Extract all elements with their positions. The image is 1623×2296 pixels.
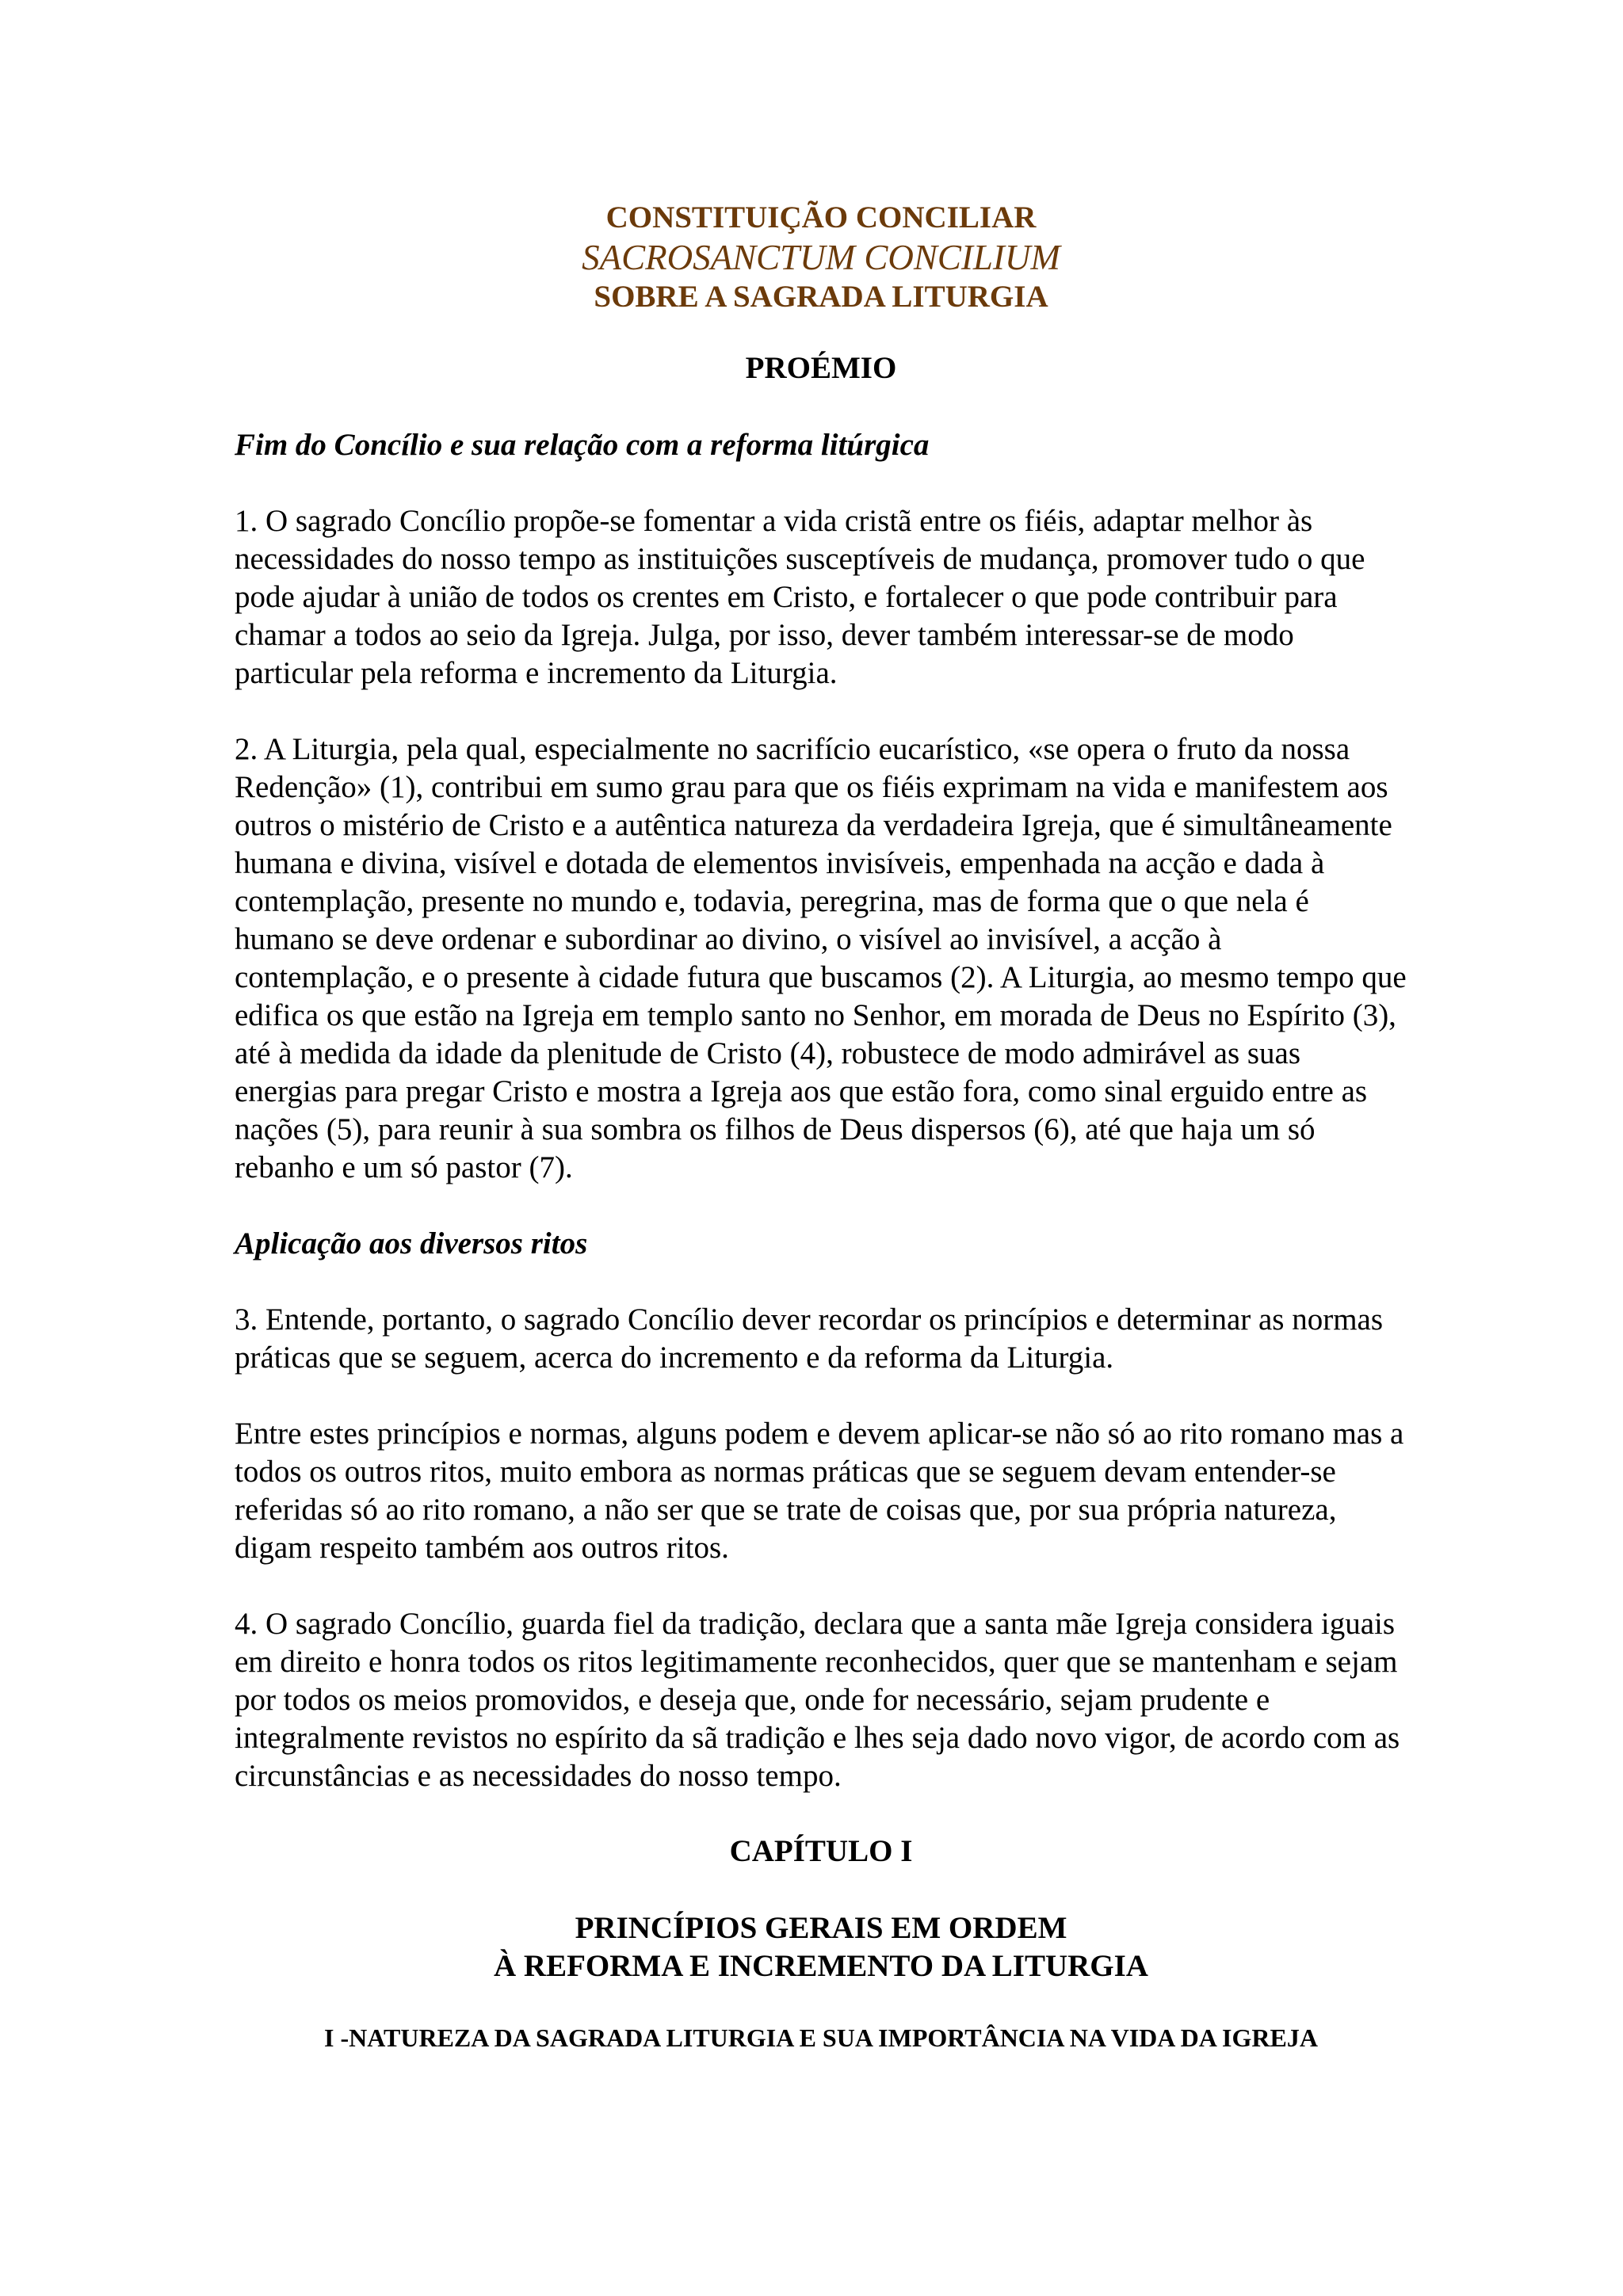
- paragraph-1: 1. O sagrado Concílio propõe-se fomentar a vida cristã entre os fiéis, adaptar melhor às necessidades do nosso tempo as instituições susceptíveis de mudança, promover tudo o que pode ajudar à união de todos os crentes em Cristo, e fortalecer o que pode contribuir para chamar a todos ao seio da Igreja. Julga, por isso, dever também interessar-se de modo particular pela reforma e incremento da Liturgia.: [235, 504, 1365, 690]
- paragraph-5: 4. O sagrado Concílio, guarda fiel da tradição, declara que a santa mãe Igreja considera iguais em direito e honra todos os ritos legitimamente reconhecidos, quer que se mantenham e sejam por todos os meios promovidos, e deseja que, onde for necessário, sejam prudente e integralmente revistos no espírito da sã tradição e lhes seja dado novo vigor, de acordo com as circunstâncias e as necessidades do nosso tempo.: [235, 1607, 1400, 1793]
- title-line-constitution: CONSTITUIÇÃO CONCILIAR: [605, 200, 1037, 235]
- paragraph-2: 2. A Liturgia, pela qual, especialmente no sacrifício eucarístico, «se opera o fruto da nossa Redenção» (1), contribui em sumo grau para que os fiéis exprimam na vida e manifestem aos outros o mistério de Cristo e a autêntica natureza da verdadeira Igreja, que é simultâneamente humana e divina, visível e dotada de elementos invisíveis, empenhada na acção e dada à contemplação, presente no mundo e, todavia, peregrina, mas de forma que o que nela é humano se deve ordenar e subordinar ao divino, o visível ao invisível, a acção à contemplação, e o presente à cidade futura que buscamos (2). A Liturgia, ao mesmo tempo que edifica os que estão na Igreja em templo santo no Senhor, em morada de Deus no Espírito (3), até à medida da idade da plenitude de Cristo (4), robustece de modo admirável as suas energias para pregar Cristo e mostra a Igreja aos que estão fora, como sinal erguido entre as nações (5), para reunir à sua sombra os filhos de Deus dispersos (6), até que haja um só rebanho e um só pastor (7).: [235, 732, 1407, 1184]
- title-line-subject: SOBRE A SAGRADA LITURGIA: [594, 280, 1048, 314]
- paragraph-3: 3. Entende, portanto, o sagrado Concílio dever recordar os princípios e determinar as normas práticas que se seguem, acerca do incremento e da reforma da Liturgia.: [235, 1302, 1384, 1375]
- section-heading-natureza-liturgia: I -NATUREZA DA SAGRADA LITURGIA E SUA IMPORTÂNCIA NA VIDA DA IGREJA: [324, 2023, 1318, 2052]
- proemio-heading: PROÉMIO: [745, 351, 897, 385]
- paragraph-4: Entre estes princípios e normas, alguns podem e devem aplicar-se não só ao rito romano mas a todos os outros ritos, muito embora as normas práticas que se seguem devam entender-se referidas só ao rito romano, a não ser que se trate de coisas que, por sua própria natureza, digam respeito também aos outros ritos.: [235, 1417, 1404, 1565]
- chapter-title-line-2: À REFORMA E INCREMENTO DA LITURGIA: [494, 1949, 1148, 1983]
- subheading-fim-do-concilio: Fim do Concílio e sua relação com a reforma litúrgica: [235, 428, 930, 462]
- chapter-title: [235, 1909, 1407, 1985]
- chapter-title-line-1: PRINCÍPIOS GERAIS EM ORDEM: [575, 1911, 1067, 1945]
- document-page: [235, 198, 1407, 2055]
- chapter-heading: CAPÍTULO I: [729, 1834, 913, 1868]
- title-line-latin-name: SACROSANCTUM CONCILIUM: [582, 238, 1060, 277]
- document-title: [235, 198, 1407, 317]
- subheading-aplicacao-ritos: Aplicação aos diversos ritos: [235, 1226, 588, 1261]
